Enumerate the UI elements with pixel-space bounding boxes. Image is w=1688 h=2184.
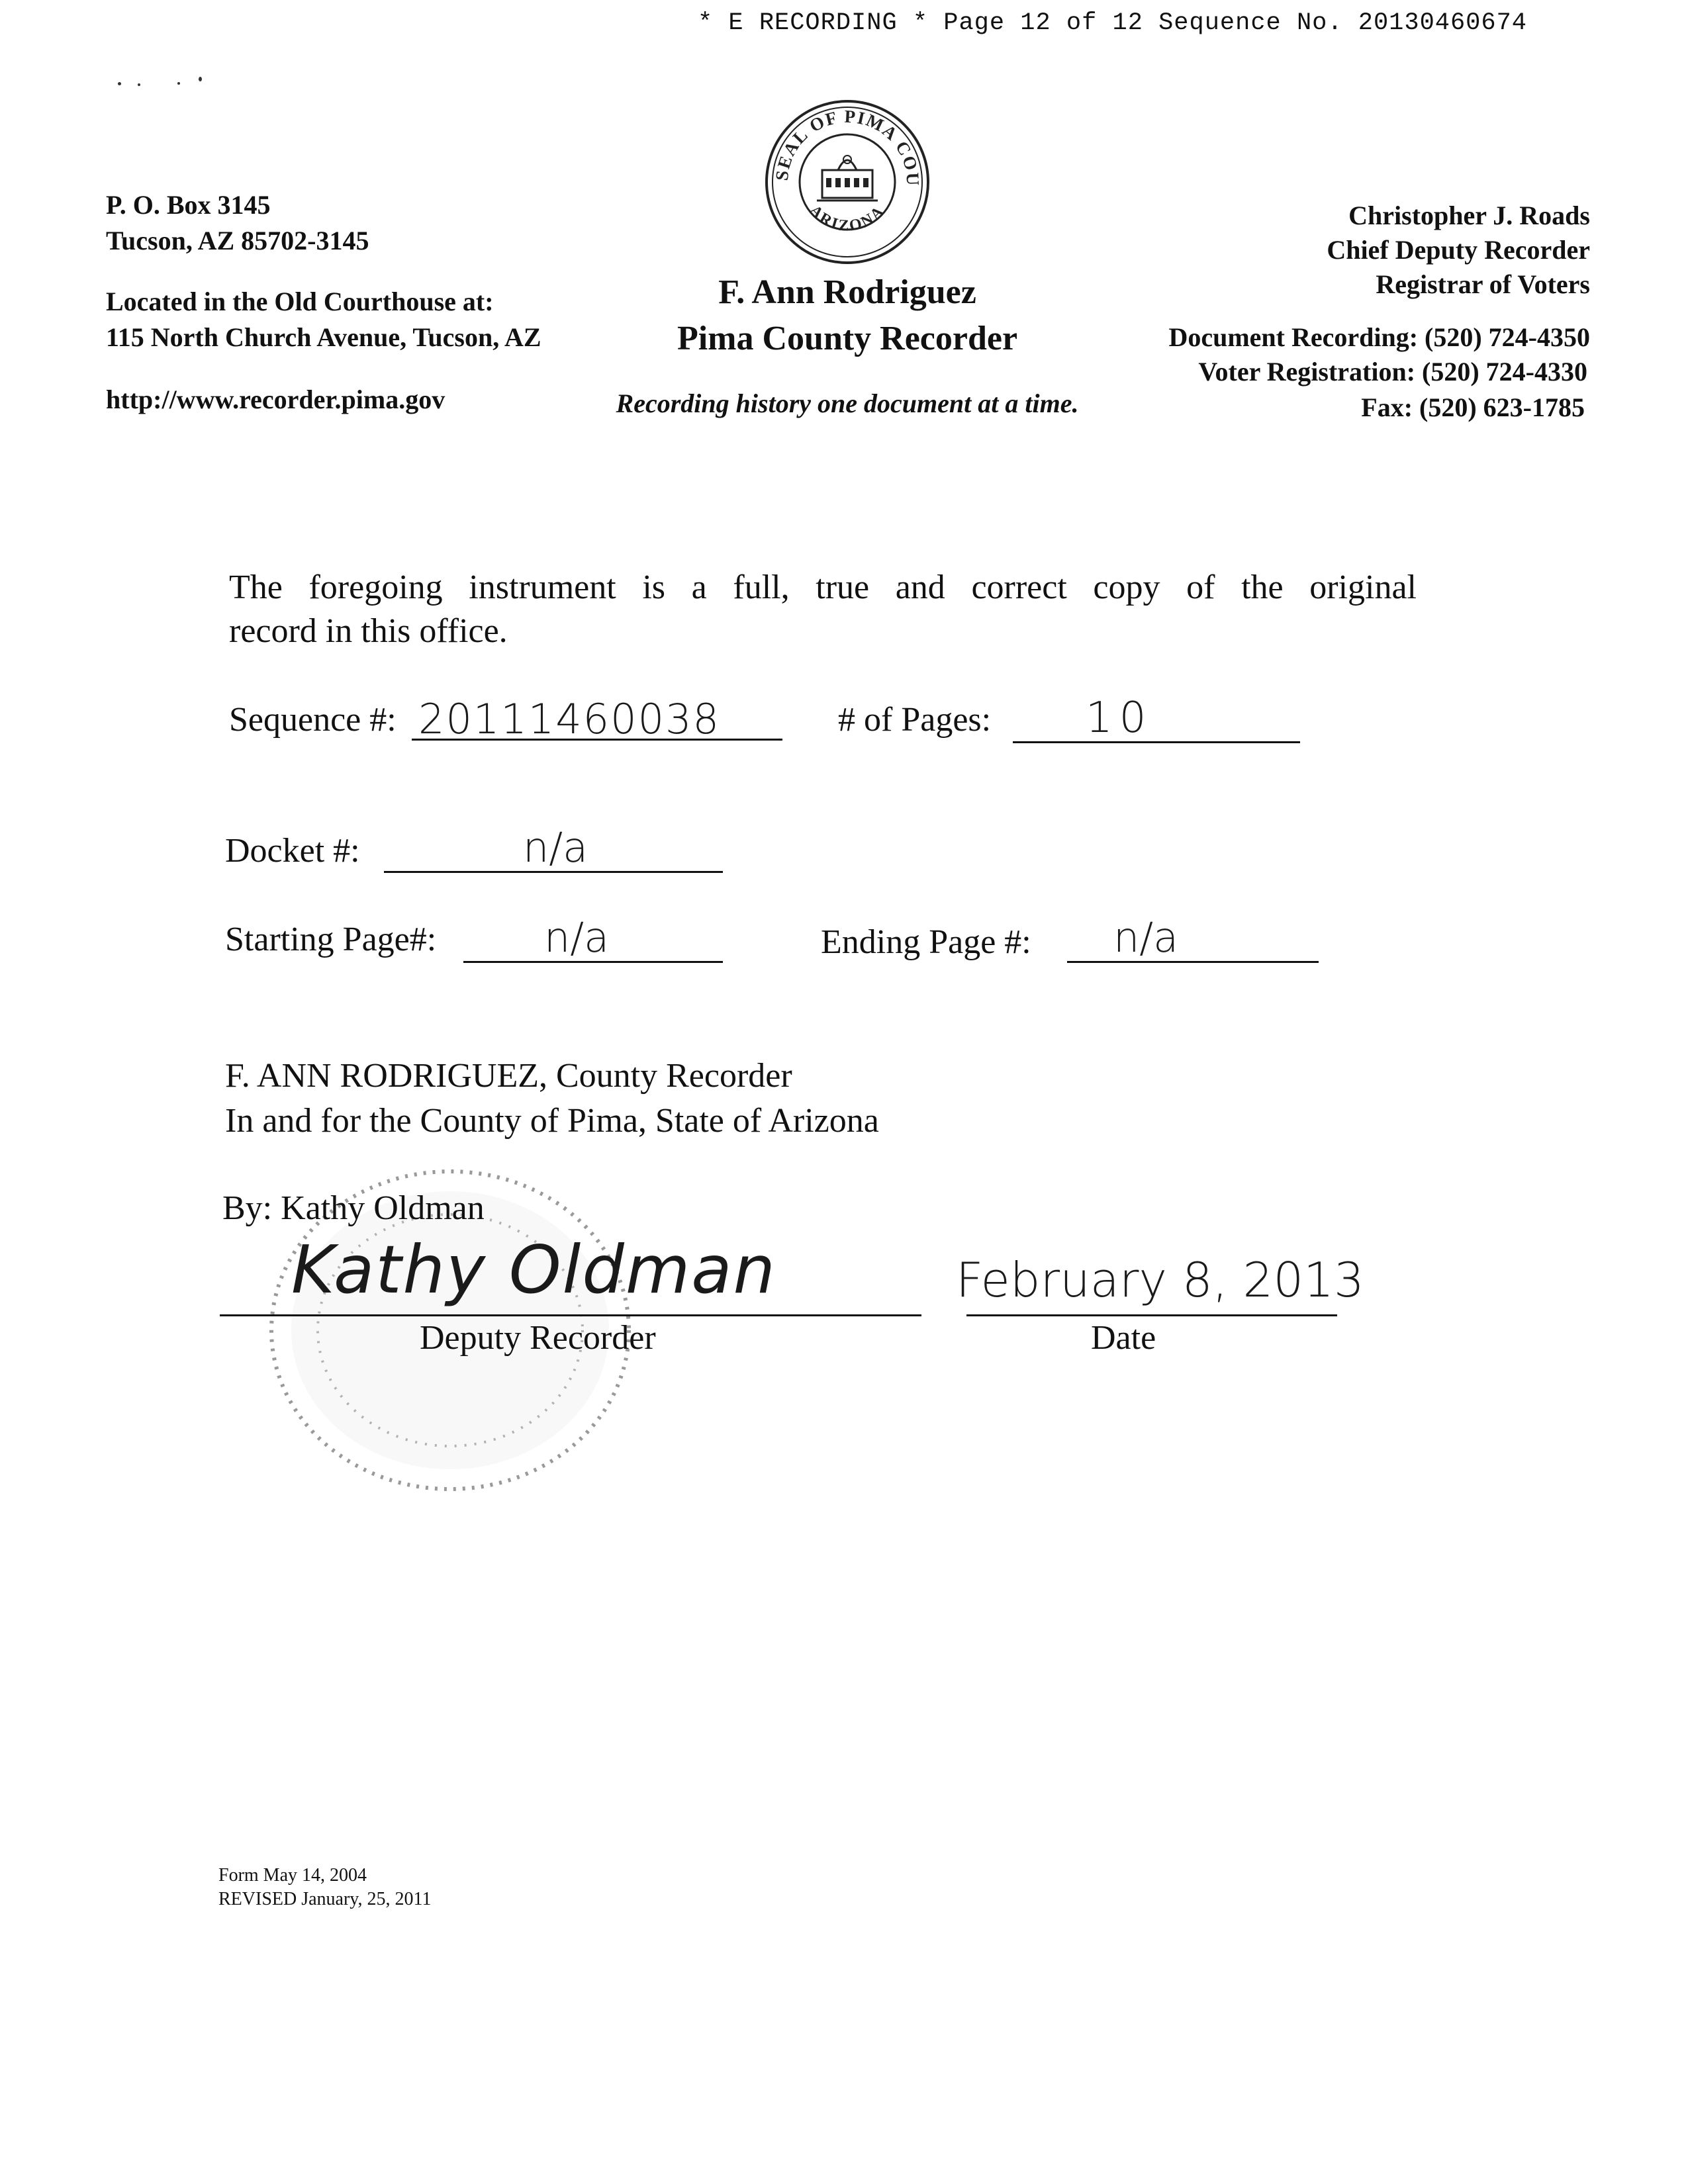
pages-value: 10 (1086, 694, 1153, 743)
certification-line-2: record in this office. (229, 612, 508, 650)
street-address: 115 North Church Avenue, Tucson, AZ (106, 322, 541, 352)
seal-graphic (761, 96, 933, 268)
sequence-value: 20111460038 (418, 695, 720, 743)
ending-page-underline (1067, 961, 1319, 963)
scan-speck (177, 82, 180, 85)
recorder-line-1: F. ANN RODRIGUEZ, County Recorder (225, 1057, 792, 1095)
recording-banner: * E RECORDING * Page 12 of 12 Sequence No. 20130460674 (698, 9, 1527, 37)
chief-deputy-name: Christopher J. Roads (1348, 201, 1590, 230)
po-box: P. O. Box 3145 (106, 190, 271, 220)
date-underline (966, 1314, 1337, 1316)
county-seal (761, 96, 933, 268)
website-link[interactable]: http://www.recorder.pima.gov (106, 385, 445, 414)
deputy-recorder-caption: Deputy Recorder (420, 1319, 656, 1357)
city-zip: Tucson, AZ 85702-3145 (106, 226, 369, 255)
scan-speck (199, 77, 202, 81)
sequence-label: Sequence #: (229, 701, 397, 739)
chief-deputy-title: Chief Deputy Recorder (1327, 235, 1590, 265)
recorder-line-2: In and for the County of Pima, State of Arizona (225, 1102, 879, 1140)
svg-text:ARIZONA: ARIZONA (806, 202, 889, 235)
form-revised: REVISED January, 25, 2011 (218, 1889, 432, 1909)
starting-page-value: n/a (544, 913, 610, 962)
recorder-name: F. Ann Rodriguez (718, 273, 976, 311)
registrar-of-voters: Registrar of Voters (1376, 269, 1590, 299)
scan-speck (118, 82, 121, 85)
document-recording-phone: Document Recording: (520) 724-4350 (1168, 322, 1590, 352)
docket-label: Docket #: (225, 832, 360, 870)
pages-underline (1013, 741, 1300, 743)
scan-speck (138, 83, 140, 86)
signature-underline (220, 1314, 921, 1316)
certification-line-1: The foregoing instrument is a full, true and correct copy of the original (229, 569, 1417, 606)
by-line: By: Kathy Oldman (222, 1189, 485, 1227)
handwritten-signature: Kathy Oldman (291, 1231, 776, 1308)
date-caption: Date (1091, 1319, 1156, 1357)
starting-page-label: Starting Page#: (225, 921, 437, 958)
svg-text:THE SEAL OF PIMA COUNTY: SEAL OF PIMA COU (771, 106, 923, 187)
handwritten-date: February 8, 2013 (956, 1252, 1364, 1308)
ending-page-value: n/a (1113, 913, 1179, 962)
pages-label: # of Pages: (838, 701, 992, 739)
voter-registration-phone: Voter Registration: (520) 724-4330 (1198, 357, 1587, 387)
recorder-title: Pima County Recorder (677, 320, 1018, 357)
form-date: Form May 14, 2004 (218, 1865, 367, 1886)
docket-value: n/a (523, 823, 588, 872)
ending-page-label: Ending Page #: (821, 923, 1031, 961)
fax-number: Fax: (520) 623-1785 (1361, 392, 1585, 422)
located-label: Located in the Old Courthouse at: (106, 287, 494, 316)
tagline: Recording history one document at a time. (616, 388, 1079, 418)
